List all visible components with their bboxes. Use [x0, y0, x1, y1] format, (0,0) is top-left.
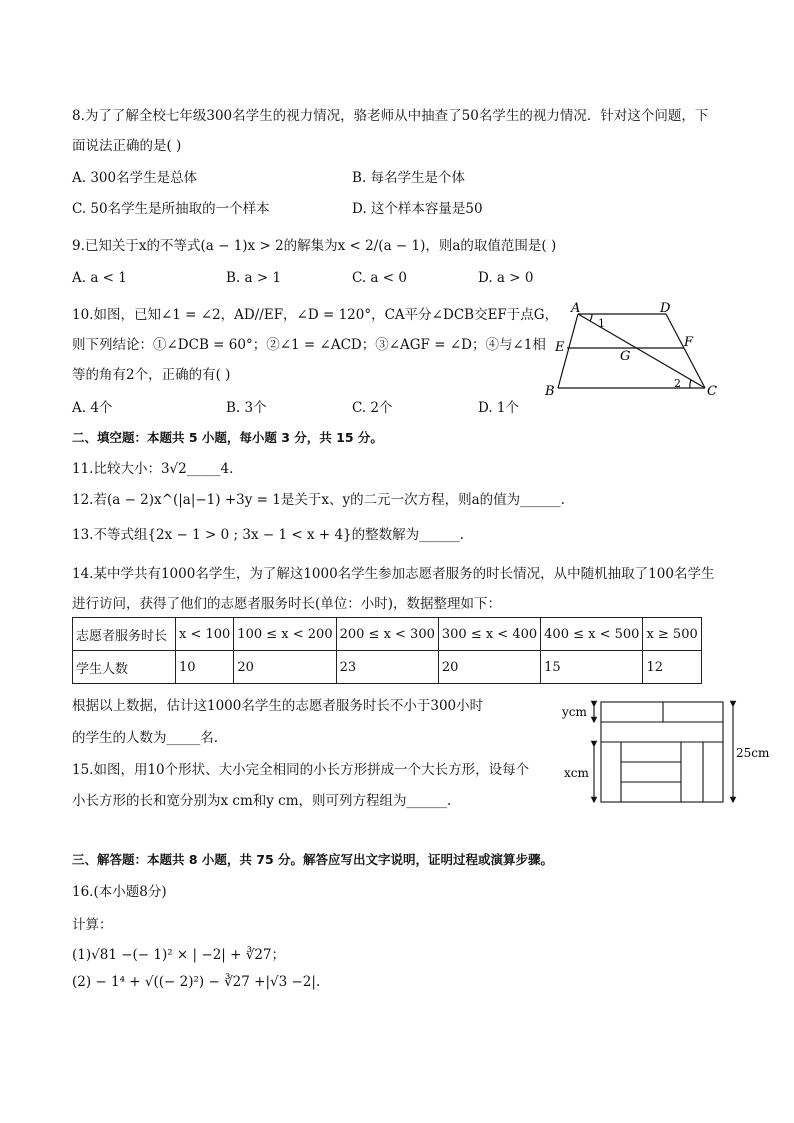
table-cell: 100 ≤ x < 200 — [234, 618, 336, 651]
label-g: G — [620, 349, 631, 364]
q8-stem-line1: 8.为了了解全校七年级300名学生的视力情况，骆老师从中抽查了50名学生的视力情况．针对这个问题，下 — [72, 108, 709, 124]
q12: 12.若(a − 2)x^(|a|−1) +3y = 1是关于x、y的二元一次方程，则a的值为______. — [72, 492, 565, 508]
table-cell: 23 — [336, 651, 438, 684]
q16-part-2: (2) − 1⁴ + √((− 2)²) − ∛27 +|√3 −2|. — [72, 974, 321, 990]
table-cell: x ≥ 500 — [643, 618, 701, 651]
label-angle-1: 1 — [598, 317, 605, 330]
q14-stem-line3: 根据以上数据，估计这1000名学生的志愿者服务时长不小于300小时 — [72, 698, 484, 714]
table-cell: 400 ≤ x < 500 — [541, 618, 643, 651]
q9-option-a[interactable]: A. a < 1 — [72, 270, 127, 286]
table-cell: 12 — [643, 651, 701, 684]
q10-stem-line1: 10.如图，已知∠1 = ∠2，AD//EF，∠D = 120°，CA平分∠DCB交EF于点G， — [72, 307, 559, 323]
q10-trapezoid-figure — [540, 298, 730, 402]
q8-option-d[interactable]: D. 这个样本容量是50 — [352, 201, 483, 217]
q14-stem-line2: 进行访问，获得了他们的志愿者服务时长(单位：小时)，数据整理如下： — [72, 596, 502, 612]
q14-data-table — [72, 617, 702, 684]
label-angle-2: 2 — [674, 377, 681, 390]
q14-stem-line4: 的学生的人数为_____名. — [72, 730, 219, 746]
label-25cm: 25cm — [736, 746, 770, 760]
q9-option-b[interactable]: B. a > 1 — [226, 270, 282, 286]
table-cell: 学生人数 — [73, 651, 176, 684]
q16-part-1: (1)√81 −(− 1)² × | −2| + ∛27； — [72, 947, 286, 963]
table-header-row — [73, 618, 702, 651]
table-cell: x < 100 — [176, 618, 234, 651]
q16-intro: 计算： — [72, 917, 113, 933]
q8-stem-line2: 面说法正确的是( ) — [72, 138, 182, 154]
q14-stem-line1: 14.某中学共有1000名学生，为了解这1000名学生参加志愿者服务的时长情况，从中随机抽取了100名学生 — [72, 566, 715, 582]
section-3-heading: 三、解答题：本题共 8 小题，共 75 分。解答应写出文字说明，证明过程或演算步骤。 — [72, 852, 554, 867]
table-row — [73, 651, 702, 684]
q10-stem-line3: 等的角有2个，正确的有( ) — [72, 367, 231, 383]
q10-stem-line2: 则下列结论：①∠DCB = 60°；②∠1 = ∠ACD；③∠AGF = ∠D；④与∠1相 — [72, 337, 546, 353]
table-cell: 15 — [541, 651, 643, 684]
label-x-cm: xcm — [564, 766, 589, 780]
table-cell: 20 — [438, 651, 540, 684]
q8-option-c[interactable]: C. 50名学生是所抽取的一个样本 — [72, 201, 270, 217]
q15-rectangle-figure — [555, 694, 775, 806]
label-c: C — [707, 384, 717, 399]
q9-option-c[interactable]: C. a < 0 — [352, 270, 407, 286]
q9-stem: 9.已知关于x的不等式(a − 1)x > 2的解集为x < 2/(a − 1)，则a的取值范围是( ) — [72, 238, 557, 254]
label-a: A — [571, 301, 581, 316]
q8-option-a[interactable]: A. 300名学生是总体 — [72, 170, 198, 186]
q13: 13.不等式组{2x − 1 > 0 ; 3x − 1 < x + 4}的整数解为______. — [72, 527, 464, 543]
label-f: F — [684, 335, 694, 350]
q15-stem-line1: 15.如图，用10个形状、大小完全相同的小长方形拼成一个大长方形，设每个 — [72, 762, 530, 778]
q9-option-d[interactable]: D. a > 0 — [478, 270, 534, 286]
label-y-cm: ycm — [562, 705, 587, 719]
section-2-heading: 二、填空题：本题共 5 小题，每小题 3 分，共 15 分。 — [72, 430, 383, 445]
q8-option-b[interactable]: B. 每名学生是个体 — [352, 170, 466, 186]
q10-option-b[interactable]: B. 3个 — [226, 400, 267, 416]
q11: 11.比较大小：3√2_____4. — [72, 461, 234, 477]
q10-option-a[interactable]: A. 4个 — [72, 400, 113, 416]
q10-option-d[interactable]: D. 1个 — [478, 400, 520, 416]
q10-option-c[interactable]: C. 2个 — [352, 400, 393, 416]
label-e: E — [555, 340, 565, 355]
label-b: B — [545, 384, 555, 399]
table-cell: 志愿者服务时长 — [73, 618, 176, 651]
table-cell: 300 ≤ x < 400 — [438, 618, 540, 651]
q15-stem-line2: 小长方形的长和宽分别为x cm和y cm，则可列方程组为______. — [72, 793, 452, 809]
q16-title: 16.(本小题8分) — [72, 884, 167, 900]
table-cell: 20 — [234, 651, 336, 684]
label-d: D — [660, 301, 671, 316]
table-cell: 200 ≤ x < 300 — [336, 618, 438, 651]
table-cell: 10 — [176, 651, 234, 684]
